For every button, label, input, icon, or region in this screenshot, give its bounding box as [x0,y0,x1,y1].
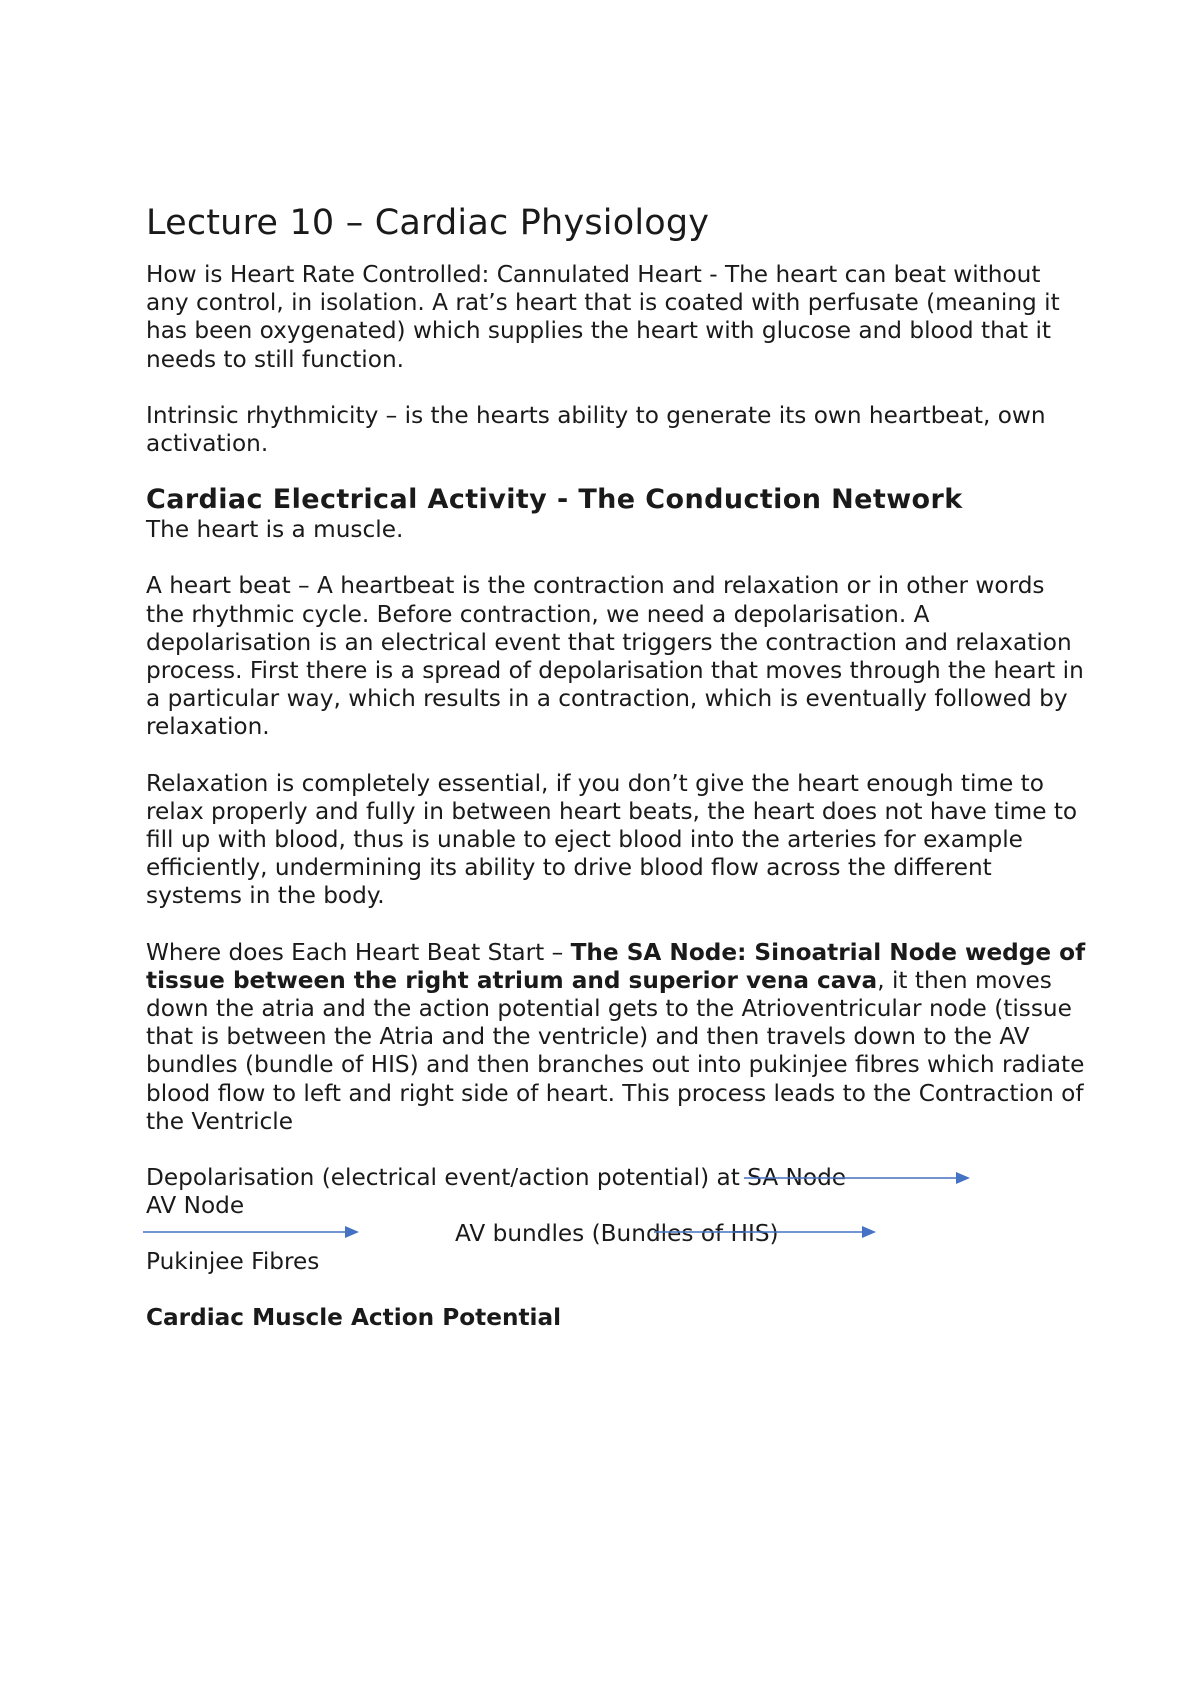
arrow-icon [744,1172,970,1184]
paragraph-heart-muscle: The heart is a muscle. [146,516,404,544]
sa-node-rest-text: , it then moves down the atria and the action potential gets to the Atrioventricular node (tissue that is between the Atria and the ventricle) and then travels down to the AV bundles (bundle of HIS) and then branches out into pukinjee fibres which radiate blood flow to left and right side of heart. This process leads to the Contraction of the Ventricle [146,966,1085,1135]
flow-step-av-node: AV Node [146,1192,245,1220]
conduction-flow-diagram [146,1164,1086,1276]
flow-step-av-bundles: AV bundles (Bundles of HIS) [455,1220,779,1248]
heading-conduction-network: Cardiac Electrical Activity - The Conduction Network [146,484,963,516]
paragraph-intrinsic-rhythmicity: Intrinsic rhythmicity – is the hearts ability to generate its own heartbeat, own activation. [146,401,1046,458]
paragraph-relaxation: Relaxation is completely essential, if you don’t give the heart enough time to relax properly and fully in between heart beats, the heart does not have time to fill up with blood, thus is unable to eject blood into the arteries for example efficiently, undermining its ability to drive blood flow across the different systems in the body. [146,769,1078,910]
paragraph-heart-beat: A heart beat – A heartbeat is the contraction and relaxation or in other words the rhythmic cycle. Before contraction, we need a depolarisation. A depolarisation is an electrical event that triggers the contraction and relaxation process. First there is a spread of depolarisation that moves through the heart in a particular way, which results in a contraction, which is eventually followed by relaxation. [146,572,1084,741]
paragraph-cannulated-heart: How is Heart Rate Controlled: Cannulated Heart - The heart can beat without any control, in isolation. A rat’s heart that is coated with perfusate (meaning it has been oxygenated) which supplies the heart with glucose and blood that it needs to still function. [146,261,1060,373]
arrow-icon [143,1226,359,1238]
flow-step-sa-node: Depolarisation (electrical event/action potential) at SA Node [146,1164,847,1192]
sa-node-intro-text: Where does Each Heart Beat Start – [146,938,571,966]
flow-step-pukinjee-fibres: Pukinjee Fibres [146,1248,320,1276]
paragraph-sa-node [146,939,1086,1136]
sa-node-bold-text: The SA Node: Sinoatrial Node wedge of tissue between the right atrium and superior vena cava [146,938,1086,994]
document-body [146,200,1086,1332]
arrow-icon [654,1226,876,1238]
heading-action-potential: Cardiac Muscle Action Potential [146,1304,562,1332]
document-title: Lecture 10 – Cardiac Physiology [146,203,710,243]
